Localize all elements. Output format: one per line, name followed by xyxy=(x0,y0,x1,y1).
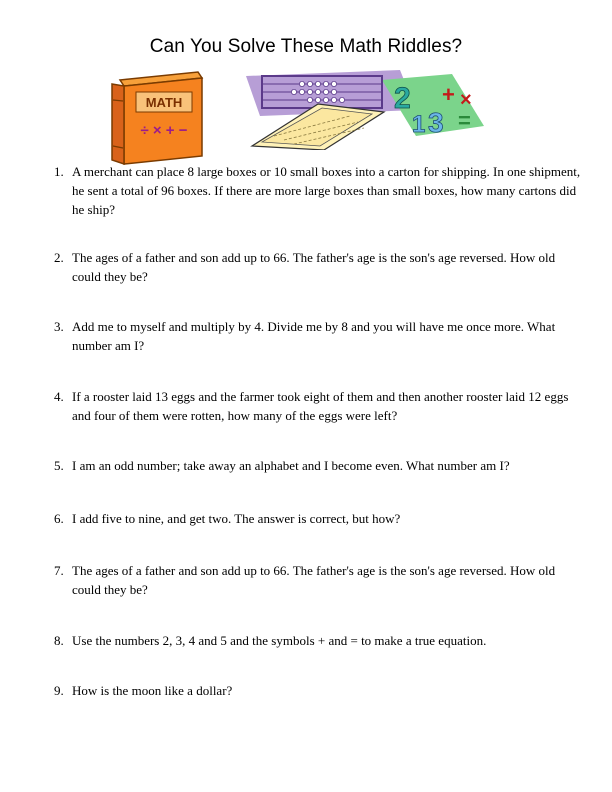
riddle-item-6 xyxy=(54,509,584,528)
digit-3: 3 xyxy=(428,107,444,138)
riddle-number: 9. xyxy=(54,683,64,698)
riddle-text: Add me to myself and multiply by 4. Divide me by 8 and you will have me once more. What number am I? xyxy=(72,319,556,353)
equals-sign: = xyxy=(458,108,471,133)
digit-1: 1 xyxy=(412,111,426,138)
riddle-item-1 xyxy=(54,162,584,219)
math-book-illustration xyxy=(110,70,210,168)
math-collage-illustration xyxy=(232,66,490,150)
riddle-item-8 xyxy=(54,631,584,650)
times-sign: × xyxy=(460,89,472,111)
riddle-number: 4. xyxy=(54,389,64,404)
riddle-number: 8. xyxy=(54,633,64,648)
digit-2: 2 xyxy=(394,82,411,115)
riddle-text: How is the moon like a dollar? xyxy=(72,683,233,698)
riddle-number: 5. xyxy=(54,458,64,473)
riddle-item-4 xyxy=(54,387,584,425)
riddle-text: A merchant can place 8 large boxes or 10 small boxes into a carton for shipping. In one shipment, he sent a total of 96 boxes. If there are more large boxes than small boxes, how many cartons did he ship? xyxy=(72,164,581,217)
riddle-text: The ages of a father and son add up to 66. The father's age is the son's age reversed. How old could they be? xyxy=(72,250,556,284)
riddle-number: 7. xyxy=(54,563,64,578)
riddle-item-3 xyxy=(54,317,584,355)
plus-sign: + xyxy=(442,82,455,107)
book-label: MATH xyxy=(145,95,183,110)
riddle-text: I add five to nine, and get two. The answer is correct, but how? xyxy=(72,511,401,526)
riddle-text: The ages of a father and son add up to 66. The father's age is the son's age reversed. How old could they be? xyxy=(72,563,556,597)
page-title: Can You Solve These Math Riddles? xyxy=(149,36,463,57)
riddle-text: If a rooster laid 13 eggs and the farmer took eight of them and then another rooster laid 12 eggs and four of them were rotten, how many of the eggs were left? xyxy=(72,389,569,423)
riddle-number: 1. xyxy=(54,164,64,179)
riddle-item-2 xyxy=(54,248,584,286)
riddle-item-7 xyxy=(54,561,584,599)
riddle-text: I am an odd number; take away an alphabet and I become even. What number am I? xyxy=(72,458,510,473)
riddle-item-5 xyxy=(54,456,584,475)
book-symbols: ÷ × + − xyxy=(140,122,188,139)
riddle-text: Use the numbers 2, 3, 4 and 5 and the symbols + and = to make a true equation. xyxy=(72,633,487,648)
riddle-item-9 xyxy=(54,681,584,700)
riddle-number: 3. xyxy=(54,319,64,334)
riddle-number: 6. xyxy=(54,511,64,526)
riddle-number: 2. xyxy=(54,250,64,265)
